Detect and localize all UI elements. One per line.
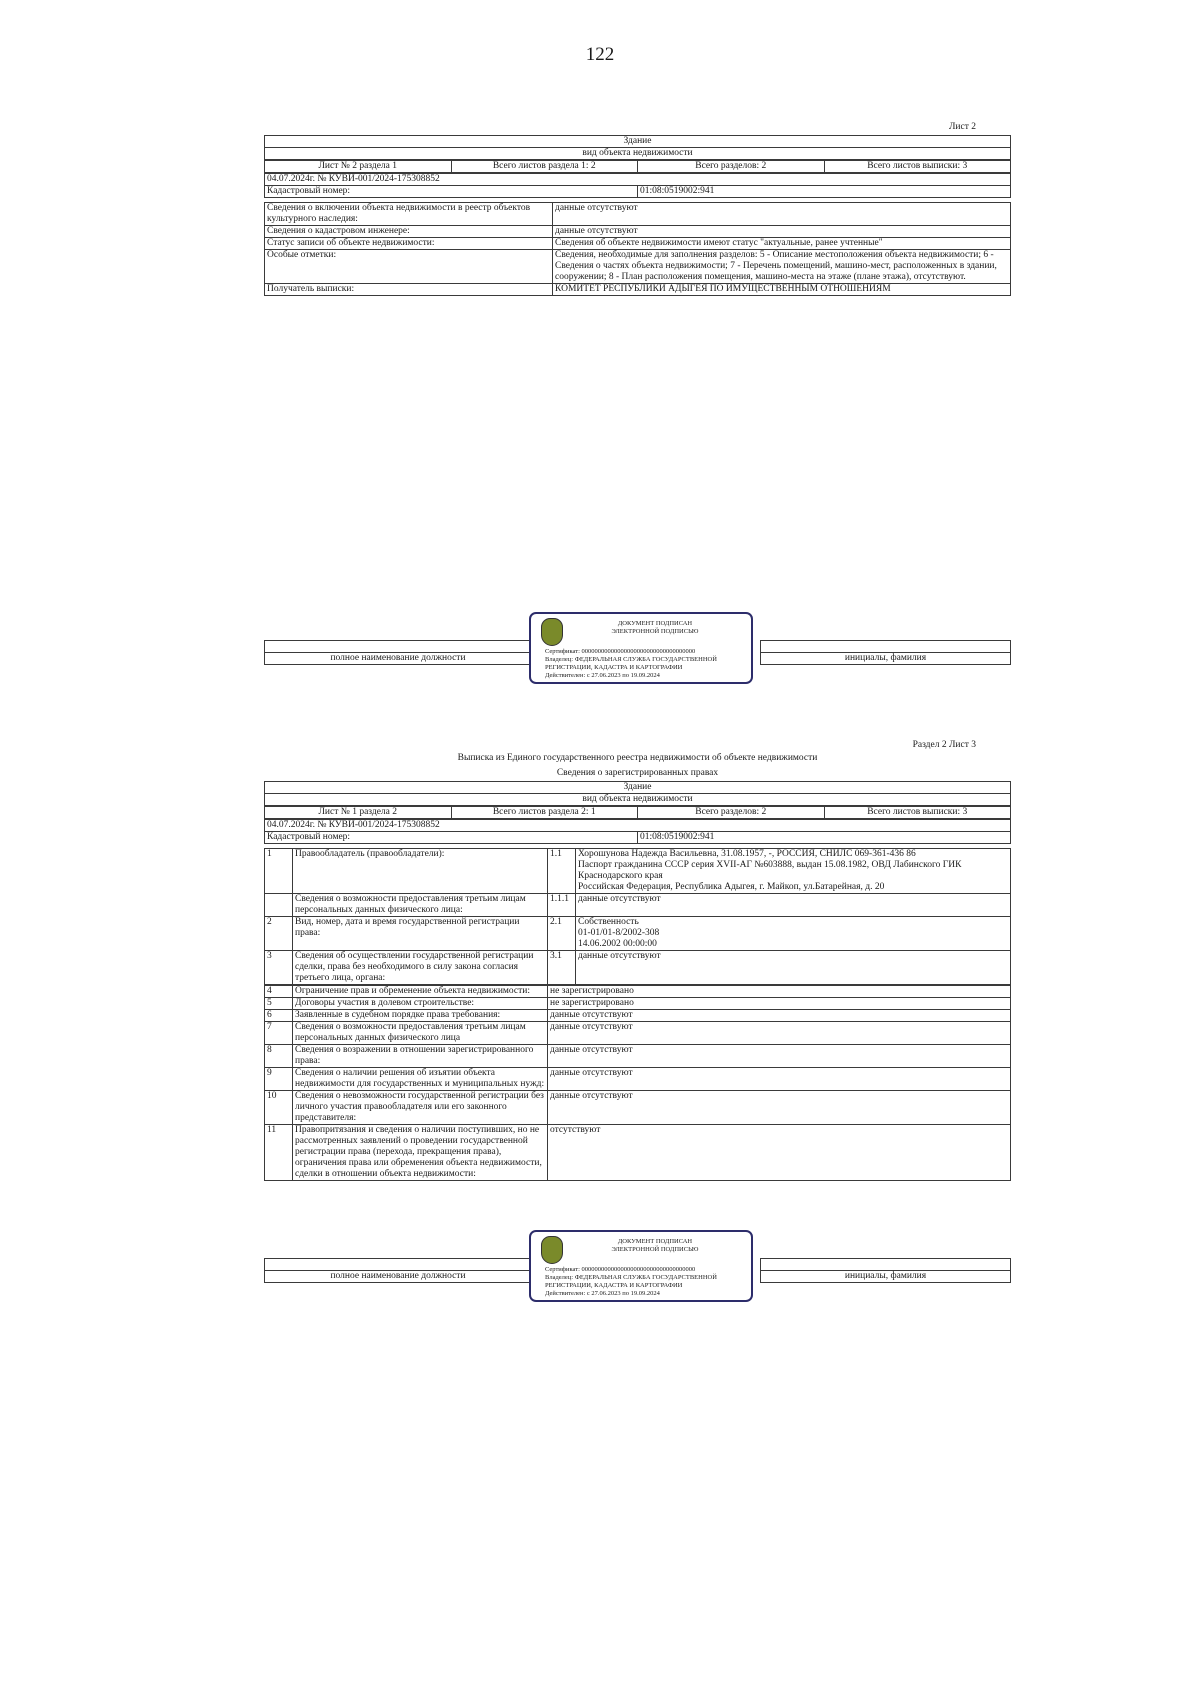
row-value: Хорошунова Надежда Васильевна, 31.08.1957, -, РОССИЯ, СНИЛС 069-361-436 86 Паспорт гражданина СССР серия XVII-АГ №603888, выдан 15.08.1982, ОВД Лабинского ГИК Краснодарского края Российская Федерация, Республика Адыгея, г. Майкоп, ул.Батарейная, д. 20 [576,849,1011,894]
row-number: 4 [265,986,293,998]
table-row [265,1045,1011,1068]
row-label: Сведения о включении объекта недвижимости в реестр объектов культурного наследия: [265,203,553,226]
cadastral-label: Кадастровый номер: [265,186,638,198]
row-value: данные отсутствуют [548,1091,1011,1125]
extract-id: 04.07.2024г. № КУВИ-001/2024-175308852 [265,820,1011,832]
stamp-owner: Владелец: ФЕДЕРАЛЬНАЯ СЛУЖБА ГОСУДАРСТВЕННОЙ [545,1274,717,1281]
count-cell: Лист № 1 раздела 2 [265,807,452,819]
sheet-label: Раздел 2 Лист 3 [912,740,976,750]
row-number [265,894,293,917]
stamp-cert: Сертификат: 00000000000000000000000000000000000 [545,1266,696,1273]
stamp-owner: Владелец: ФЕДЕРАЛЬНАЯ СЛУЖБА ГОСУДАРСТВЕННОЙ [545,656,717,663]
table-row [265,1010,1011,1022]
count-cell: Всего листов раздела 1: 2 [451,161,638,173]
row-value: Собственность 01-01/01-8/2002-308 14.06.2002 00:00:00 [576,917,1011,951]
stamp-line: ЭЛЕКТРОННОЙ ПОДПИСЬЮ [611,628,699,635]
cadastral-number: 01:08:0519002:941 [638,832,1011,844]
row-label: Особые отметки: [265,250,553,284]
row-label: Сведения о возможности предоставления третьим лицам персональных данных физического лица: [293,894,548,917]
name-caption: инициалы, фамилия [761,653,1011,665]
counts-table [264,160,1011,173]
name-caption: инициалы, фамилия [761,1271,1011,1283]
object-kind-caption: вид объекта недвижимости [265,794,1011,806]
extract-id: 04.07.2024г. № КУВИ-001/2024-175308852 [265,174,1011,186]
row-label: Вид, номер, дата и время государственной регистрации права: [293,917,548,951]
table-row [265,849,1011,894]
table-row [265,917,1011,951]
row-number: 11 [265,1125,293,1181]
object-kind: Здание [265,782,1011,794]
row-number: 3 [265,951,293,985]
row-value: данные отсутствуют [548,1045,1011,1068]
row-label: Сведения о возражении в отношении зарегистрированного права: [293,1045,548,1068]
row-value: не зарегистрировано [548,986,1011,998]
sheet-2 [264,122,1011,296]
page-number: 122 [585,44,615,65]
table-row [265,951,1011,985]
row-number: 10 [265,1091,293,1125]
row-sub-number: 3.1 [548,951,576,985]
stamp-line: ДОКУМЕНТ ПОДПИСАН [617,1238,693,1245]
row-value: данные отсутствуют [548,1010,1011,1022]
table-row [265,226,1011,238]
extract-heading: Выписка из Единого государственного реестра недвижимости об объекте недвижимости [457,753,818,763]
table-row [265,894,1011,917]
row-value: данные отсутствуют [548,1022,1011,1045]
rights-table [264,848,1011,985]
emblem-icon [541,618,563,646]
row-value: отсутствуют [548,1125,1011,1181]
object-kind: Здание [265,136,1011,148]
object-details-table [264,202,1011,296]
row-label: Ограничение прав и обременение объекта недвижимости: [293,986,548,998]
row-label: Сведения о возможности предоставления третьим лицам персональных данных физического лица [293,1022,548,1045]
stamp-valid: Действителен: с 27.06.2023 по 19.09.2024 [545,1290,660,1297]
row-label: Договоры участия в долевом строительстве: [293,998,548,1010]
row-label: Сведения о наличии решения об изъятии объекта недвижимости для государственных и муниципальных нужд: [293,1068,548,1091]
electronic-signature-stamp [529,612,753,684]
counts-table [264,806,1011,819]
object-kind-caption: вид объекта недвижимости [265,148,1011,160]
table-row [265,998,1011,1010]
stamp-line: ДОКУМЕНТ ПОДПИСАН [617,620,693,627]
sheet-3 [264,740,1011,1181]
row-sub-number: 1.1.1 [548,894,576,917]
table-row [265,986,1011,998]
row-value: КОМИТЕТ РЕСПУБЛИКИ АДЫГЕЯ ПО ИМУЩЕСТВЕННЫМ ОТНОШЕНИЯМ [553,284,1011,296]
row-sub-number: 2.1 [548,917,576,951]
table-row [265,250,1011,284]
electronic-signature-stamp [529,1230,753,1302]
row-label: Сведения об осуществлении государственной регистрации сделки, права без необходимого в силу закона согласия третьего лица, органа: [293,951,548,985]
row-value: не зарегистрировано [548,998,1011,1010]
row-label: Правообладатель (правообладатели): [293,849,548,894]
emblem-icon [541,1236,563,1264]
row-value: данные отсутствуют [553,226,1011,238]
row-value: данные отсутствуют [576,951,1011,985]
extract-id-table [264,819,1011,844]
row-label: Получатель выписки: [265,284,553,296]
table-row [265,1125,1011,1181]
row-number: 8 [265,1045,293,1068]
row-label: Статус записи об объекте недвижимости: [265,238,553,250]
extract-id-table [264,173,1011,198]
count-cell: Всего листов раздела 2: 1 [451,807,638,819]
row-number: 7 [265,1022,293,1045]
row-label: Правопритязания и сведения о наличии поступивших, но не рассмотренных заявлений о проведении государственной регистрации права (перехода, прекращения права), ограничения права или обременения объекта недвижимости, сделки в отношении объекта недвижимости: [293,1125,548,1181]
cadastral-label: Кадастровый номер: [265,832,638,844]
row-number: 5 [265,998,293,1010]
stamp-owner: РЕГИСТРАЦИИ, КАДАСТРА И КАРТОГРАФИИ [545,1282,683,1289]
encumbrance-table [264,985,1011,1181]
extract-subheading: Сведения о зарегистрированных правах [556,768,719,778]
count-cell: Лист № 2 раздела 1 [265,161,452,173]
table-row [265,1068,1011,1091]
position-caption: полное наименование должности [265,653,532,665]
count-cell: Всего листов выписки: 3 [824,807,1011,819]
row-label: Сведения о кадастровом инженере: [265,226,553,238]
row-label: Сведения о невозможности государственной регистрации без личного участия правообладателя или его законного представителя: [293,1091,548,1125]
row-label: Заявленные в судебном порядке права требования: [293,1010,548,1022]
row-number: 1 [265,849,293,894]
table-row [265,238,1011,250]
table-row [265,203,1011,226]
row-sub-number: 1.1 [548,849,576,894]
table-row [265,1091,1011,1125]
position-caption: полное наименование должности [265,1271,532,1283]
cadastral-number: 01:08:0519002:941 [638,186,1011,198]
count-cell: Всего листов выписки: 3 [824,161,1011,173]
stamp-line: ЭЛЕКТРОННОЙ ПОДПИСЬЮ [611,1246,699,1253]
count-cell: Всего разделов: 2 [638,807,825,819]
object-kind-table [264,781,1011,806]
stamp-owner: РЕГИСТРАЦИИ, КАДАСТРА И КАРТОГРАФИИ [545,664,683,671]
table-row [265,284,1011,296]
row-value: данные отсутствуют [548,1068,1011,1091]
row-number: 9 [265,1068,293,1091]
row-value: Сведения, необходимые для заполнения разделов: 5 - Описание местоположения объекта недвижимости; 6 - Сведения о частях объекта недвижимости; 7 - Перечень помещений, машино-мест, расположенных в здании, сооружении; 8 - План расположения помещения, машино-места на этаже (плане этажа), отсутствуют. [553,250,1011,284]
row-value: Сведения об объекте недвижимости имеют статус "актуальные, ранее учтенные" [553,238,1011,250]
row-value: данные отсутствуют [576,894,1011,917]
stamp-valid: Действителен: с 27.06.2023 по 19.09.2024 [545,672,660,679]
object-kind-table [264,135,1011,160]
row-number: 6 [265,1010,293,1022]
row-number: 2 [265,917,293,951]
count-cell: Всего разделов: 2 [638,161,825,173]
row-value: данные отсутствуют [553,203,1011,226]
table-row [265,1022,1011,1045]
stamp-cert: Сертификат: 00000000000000000000000000000000000 [545,648,696,655]
sheet-label: Лист 2 [948,122,976,132]
